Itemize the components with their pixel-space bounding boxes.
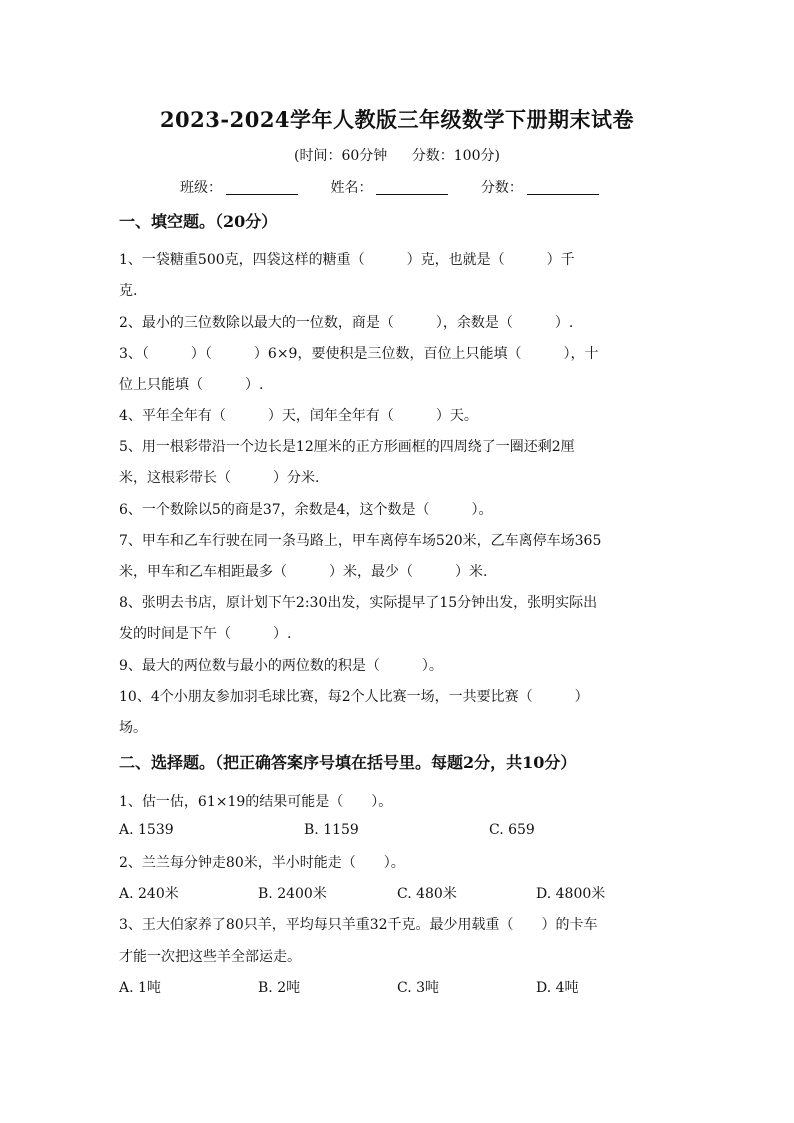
option-b[interactable]: B. 2400米 xyxy=(258,886,327,902)
class-blank[interactable] xyxy=(226,180,298,195)
option-c[interactable]: C. 3吨 xyxy=(397,980,440,996)
question-line: 2、最小的三位数除以最大的一位数，商是（ ），余数是（ ）. xyxy=(119,315,574,331)
option-b[interactable]: B. 2吨 xyxy=(258,980,301,996)
question-line: 3、王大伯家养了80只羊，平均每只羊重32千克。最少用载重（ ）的卡车 xyxy=(119,917,598,933)
section-heading-choice: 二、选择题。（把正确答案序号填在括号里。每题2分，共10分） xyxy=(119,753,577,772)
name-label: 姓名： xyxy=(330,180,373,196)
option-a[interactable]: A. 240米 xyxy=(119,886,179,902)
class-label: 班级： xyxy=(180,180,222,196)
question-line: 2、兰兰每分钟走80米，半小时能走（ ）。 xyxy=(119,855,405,871)
section-heading-fill-blank: 一、填空题。（20分） xyxy=(119,212,278,231)
class-field[interactable] xyxy=(180,177,298,197)
score-field[interactable] xyxy=(481,177,599,197)
question-line: 位上只能填（ ）. xyxy=(119,377,264,393)
question-line: 4、平年全年有（ ）天，闰年全年有（ ）天。 xyxy=(119,408,478,424)
name-blank[interactable] xyxy=(376,180,448,195)
question-line: 5、用一根彩带沿一个边长是12厘米的正方形画框的四周绕了一圈还剩2厘 xyxy=(119,439,575,455)
option-a[interactable]: A. 1539 xyxy=(119,822,174,838)
option-c[interactable]: C. 480米 xyxy=(397,886,457,902)
option-b[interactable]: B. 1159 xyxy=(304,822,359,838)
question-line: 6、一个数除以5的商是37，余数是4，这个数是（ ）。 xyxy=(119,502,493,518)
question-line: 才能一次把这些羊全部运走。 xyxy=(119,949,301,965)
option-d[interactable]: D. 4吨 xyxy=(536,980,579,996)
question-line: 克. xyxy=(119,283,138,299)
question-line: 9、最大的两位数与最小的两位数的积是（ ）。 xyxy=(119,658,443,674)
question-line: 场。 xyxy=(119,720,147,736)
option-a[interactable]: A. 1吨 xyxy=(119,980,161,996)
question-line: 1、一袋糖重500克，四袋这样的糖重（ ）克，也就是（ ）千 xyxy=(119,252,575,268)
exam-total-score: 分数：100分) xyxy=(411,148,500,164)
question-line: 8、张明去书店，原计划下午2:30出发，实际提早了15分钟出发，张明实际出 xyxy=(119,595,598,611)
question-line: 3、（ ）（ ）6×9，要使积是三位数，百位上只能填（ ），十 xyxy=(119,346,599,362)
question-line: 7、甲车和乙车行驶在同一条马路上，甲车离停车场520米，乙车离停车场365 xyxy=(119,533,602,549)
question-line: 1、估一估，61×19的结果可能是（ ）。 xyxy=(119,794,393,810)
name-field[interactable] xyxy=(330,177,448,197)
page-title: 2023-2024学年人教版三年级数学下册期末试卷 xyxy=(159,107,635,132)
question-line: 米，这根彩带长（ ）分米. xyxy=(119,470,320,486)
student-info-row xyxy=(180,177,627,197)
exam-meta xyxy=(0,145,794,165)
question-line: 米，甲车和乙车相距最多（ ）米，最少（ ）米. xyxy=(119,564,488,580)
score-label: 分数： xyxy=(480,180,523,196)
question-line: 发的时间是下午（ ）. xyxy=(119,626,292,642)
option-c[interactable]: C. 659 xyxy=(489,822,535,838)
score-blank[interactable] xyxy=(527,180,599,195)
exam-time: (时间：60分钟 xyxy=(294,148,388,164)
option-d[interactable]: D. 4800米 xyxy=(536,886,606,902)
question-line: 10、4个小朋友参加羽毛球比赛，每2个人比赛一场，一共要比赛（ ） xyxy=(119,689,589,705)
